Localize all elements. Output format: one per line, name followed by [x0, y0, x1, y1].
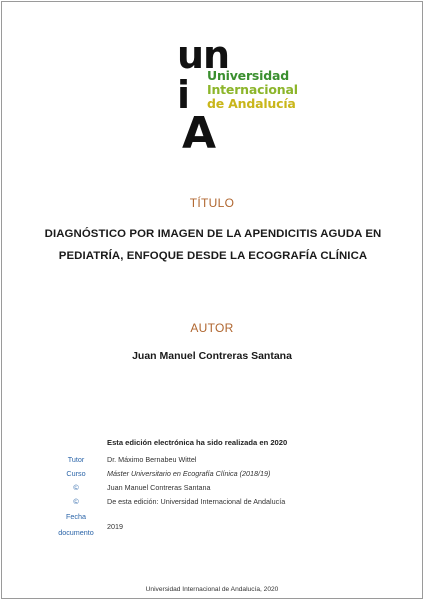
unia-logo — [172, 33, 298, 159]
edition-note: Esta edición electrónica ha sido realizada en 2020 — [107, 438, 288, 447]
copyright-edition-value: De esta edición: Universidad Internacional de Andalucía — [107, 497, 286, 506]
titulo-label: TÍTULO — [189, 196, 235, 210]
fecha-value: 2019 — [107, 522, 123, 531]
tutor-label: Tutor — [67, 455, 85, 464]
curso-label: Curso — [66, 469, 86, 478]
logo-un-letters: un — [177, 33, 230, 77]
copyright-icon: © — [73, 483, 79, 492]
title-line-2: PEDIATRÍA, ENFOQUE DESDE LA ECOGRAFÍA CLÍNICA — [58, 250, 368, 262]
fecha-label-line-2: documento — [58, 528, 94, 537]
fecha-label-line-1: Fecha — [66, 512, 86, 521]
copyright-author-value: Juan Manuel Contreras Santana — [107, 483, 211, 492]
logo-i-letter: i — [177, 73, 191, 117]
fecha-label — [50, 510, 102, 539]
logo-line-andalucia: de Andalucía — [207, 96, 296, 111]
title-line-1: DIAGNÓSTICO POR IMAGEN DE LA APENDICITIS AGUDA EN — [44, 228, 382, 240]
autor-label: AUTOR — [190, 321, 234, 335]
document-title — [24, 223, 402, 267]
footer-text: Universidad Internacional de Andalucía, 2020 — [145, 586, 279, 593]
tutor-value: Dr. Máximo Bernabeu Wittel — [107, 455, 197, 464]
curso-value: Máster Universitario en Ecografía Clínica (2018/19) — [107, 469, 271, 478]
copyright-icon: © — [73, 497, 79, 506]
logo-line-universidad: Universidad — [207, 68, 289, 83]
document-page — [1, 1, 423, 599]
logo-line-internacional: Internacional — [207, 82, 298, 97]
logo-a-letter: A — [182, 108, 217, 159]
author-name: Juan Manuel Contreras Santana — [132, 350, 292, 362]
